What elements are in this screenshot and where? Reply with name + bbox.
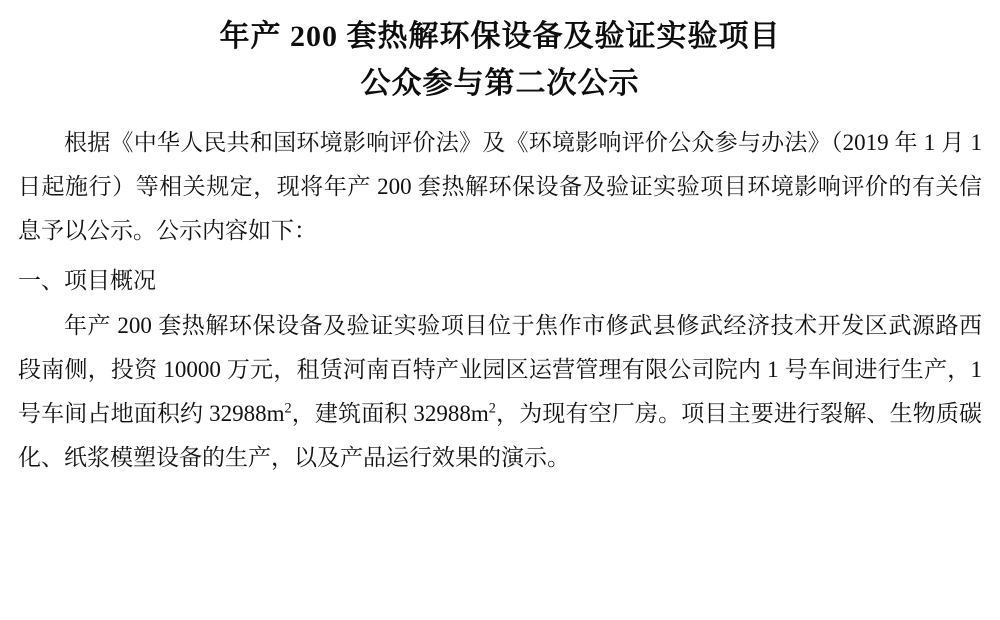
document-body bbox=[18, 121, 982, 480]
document-title bbox=[18, 14, 982, 107]
title-line-2: 公众参与第二次公示 bbox=[360, 66, 640, 100]
project-overview-text-3: ，为现有空厂房。项目主要进行裂解、生物质碳化、纸浆模塑设备的生产，以及产品运行效果的演示。 bbox=[18, 400, 983, 471]
area-superscript-1: 2 bbox=[284, 400, 292, 417]
project-overview-paragraph bbox=[18, 304, 982, 481]
section-heading-project-overview: 一、项目概况 bbox=[18, 268, 156, 294]
area-superscript-2: 2 bbox=[488, 400, 496, 417]
project-overview-text-1: 年产 200 套热解环保设备及验证实验项目位于焦作市修武县修武经济技术开发区武源路西段南侧，投资 10000 万元，租赁河南百特产业园区运营管理有限公司院内 1 号车间进行生产，1 号车间占地面积约 32988m bbox=[18, 312, 982, 426]
title-line-1: 年产 200 套热解环保设备及验证实验项目 bbox=[219, 20, 781, 53]
project-overview-text-2: ，建筑面积 32988m bbox=[291, 400, 489, 426]
intro-paragraph: 根据《中华人民共和国环境影响评价法》及《环境影响评价公众参与办法》（2019 年 1 月 1 日起施行）等相关规定，现将年产 200 套热解环保设备及验证实验项目环境影响评价的有关信息予以公示。公示内容如下： bbox=[18, 130, 982, 244]
